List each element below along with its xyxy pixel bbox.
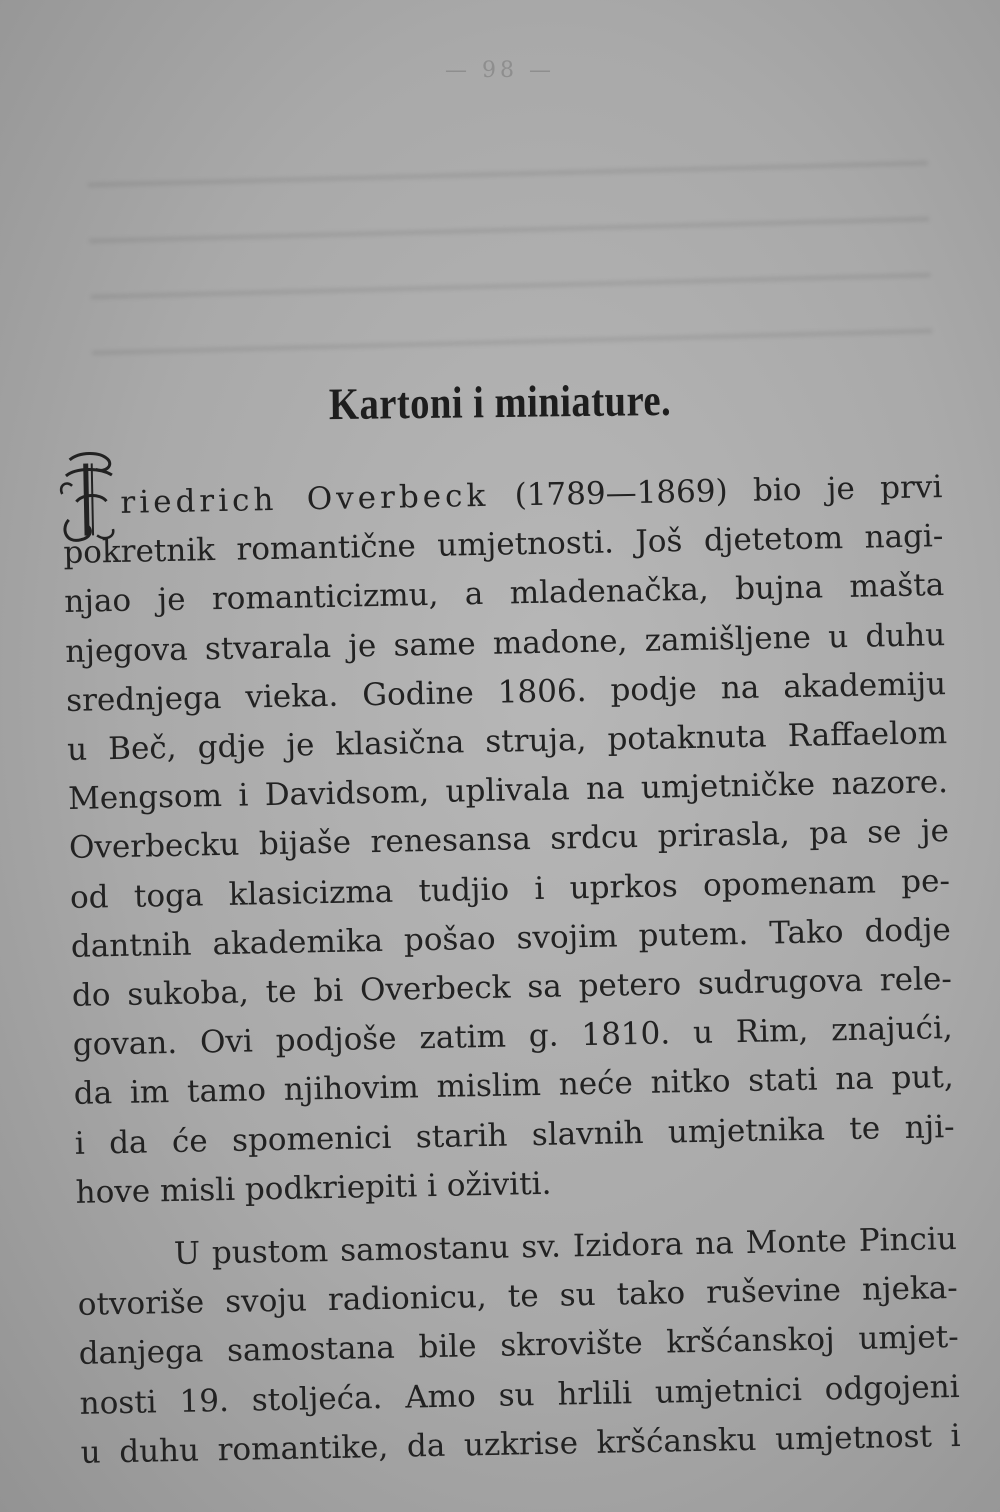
text-line: njao je romanticizmu, a mladenačka, bujna mašta — [64, 567, 945, 621]
text-line: u duhu romantike, da uzkrise kršćansku umjetnost i — [80, 1417, 961, 1471]
text-line: otvoriše svoju radionicu, te su tako ruševine njeka- — [77, 1270, 959, 1324]
text-line: danjega samostana bile skrovište kršćanskoj umjet- — [78, 1319, 959, 1373]
text-line: do sukoba, te bi Overbeck sa petero sudrugova rele- — [71, 961, 953, 1014]
text-line: i da će spomenici starih slavnih umjetnika te nji- — [74, 1108, 955, 1162]
text-line: hove misli podkriepiti i oživiti. — [75, 1165, 552, 1211]
text-line: govan. Ovi podjoše zatim g. 1810. u Rim, znajući, — [72, 1010, 954, 1064]
first-line-rest: (1789—1869) bio je prvi — [514, 469, 943, 514]
text-line: nosti 19. stoljeća. Amo su hrlili umjetnici odgojeni — [79, 1368, 960, 1422]
text-line: pokretnik romantične umjetnosti. Još djetetom nagi- — [63, 518, 944, 572]
ornamental-drop-cap — [55, 449, 121, 548]
chapter-title: Kartoni i miniature. — [328, 374, 672, 430]
text-line: U pustom samostanu sv. Izidora na Monte Pinciu — [173, 1221, 958, 1273]
first-line-lead: riedrich Overbeck — [120, 477, 490, 521]
text-line: Overbecku bijaše renesansa srdcu prirasla, pa se je — [68, 813, 950, 867]
show-through-text — [87, 129, 933, 391]
text-line: njegova stvarala je same madone, zamišljene u duhu — [64, 616, 946, 670]
body-text — [62, 463, 961, 1478]
paragraph-1 — [62, 463, 956, 1218]
text-line: da im tamo njihovim mislim neće nitko stati na put, — [73, 1059, 954, 1113]
paragraph-2 — [76, 1215, 961, 1478]
text-line: od toga klasicizma tudjio i uprkos opomenam pe- — [69, 862, 951, 916]
page-number: — 98 — — [445, 58, 555, 83]
text-line: u Beč, gdje je klasična struja, potaknuta Raffaelom — [66, 715, 948, 768]
text-line: srednjega vieka. Godine 1806. podje na akademiju — [65, 665, 947, 719]
text-line: Mengsom i Davidsom, uplivala na umjetničke nazore. — [67, 764, 949, 818]
text-line: dantnih akademika pošao svojim putem. Tako dodje — [70, 911, 952, 965]
